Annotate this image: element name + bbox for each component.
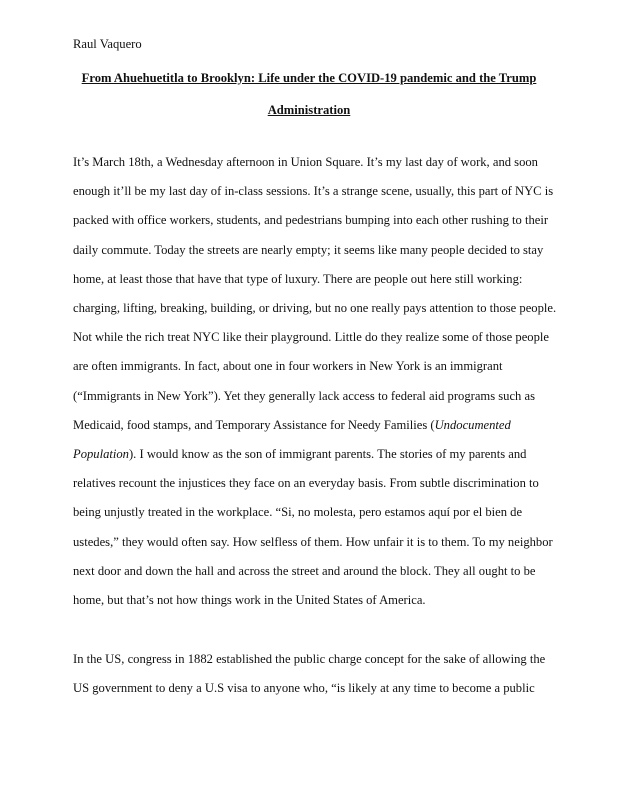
- text-line: [73, 446, 526, 462]
- text-line: In the US, congress in 1882 established the public charge concept for the sake of allowing the: [73, 652, 546, 666]
- text-line: daily commute. Today the streets are nearly empty; it seems like many people decided to stay: [73, 242, 544, 257]
- text-line: home, but that’s not how things work in the United States of America.: [73, 593, 426, 607]
- italic-citation: Undocumented: [434, 417, 511, 432]
- text-line: relatives recount the injustices they face on an everyday basis. From subtle discrimination to: [73, 476, 539, 491]
- text-line: being unjustly treated in the workplace. “Si, no molesta, pero estamos aquí por el bien de: [73, 505, 523, 520]
- text-line: Not while the rich treat NYC like their playground. Little do they realize some of those people: [73, 330, 549, 345]
- text-line: US government to deny a U.S visa to anyone who, “is likely at any time to become a public: [73, 681, 535, 696]
- author-name: Raul Vaquero: [73, 37, 142, 51]
- text-line: home, at least those that have that type of luxury. There are people out here still working:: [73, 271, 523, 286]
- text-line: It’s March 18th, a Wednesday afternoon in Union Square. It’s my last day of work, and soon: [73, 155, 538, 169]
- text-line: next door and down the hall and across the street and around the block. They all ought to be: [73, 563, 536, 578]
- title-line-1: From Ahuehuetitla to Brooklyn: Life under the COVID-19 pandemic and the Trump: [81, 71, 537, 85]
- text-line: (“Immigrants in New York”). Yet they generally lack access to federal aid programs such as: [73, 388, 535, 403]
- text-line: [73, 417, 511, 433]
- text-line: are often immigrants. In fact, about one in four workers in New York is an immigrant: [73, 359, 503, 374]
- text-run: ). I would know as the son of immigrant parents. The stories of my parents and: [128, 447, 527, 461]
- text-run: Medicaid, food stamps, and Temporary Assistance for Needy Families (: [73, 417, 435, 432]
- title-line-2: Administration: [267, 103, 351, 117]
- text-line: ustedes,” they would often say. How selfless of them. How unfair it is to them. To my neighbor: [73, 534, 553, 549]
- text-line: charging, lifting, breaking, building, or driving, but no one really pays attention to those people.: [73, 301, 557, 315]
- italic-citation: Population: [73, 447, 129, 461]
- text-line: packed with office workers, students, and pedestrians bumping into each other rushing to their: [73, 213, 549, 228]
- text-line: enough it’ll be my last day of in-class sessions. It’s a strange scene, usually, this part of NYC is: [73, 184, 554, 199]
